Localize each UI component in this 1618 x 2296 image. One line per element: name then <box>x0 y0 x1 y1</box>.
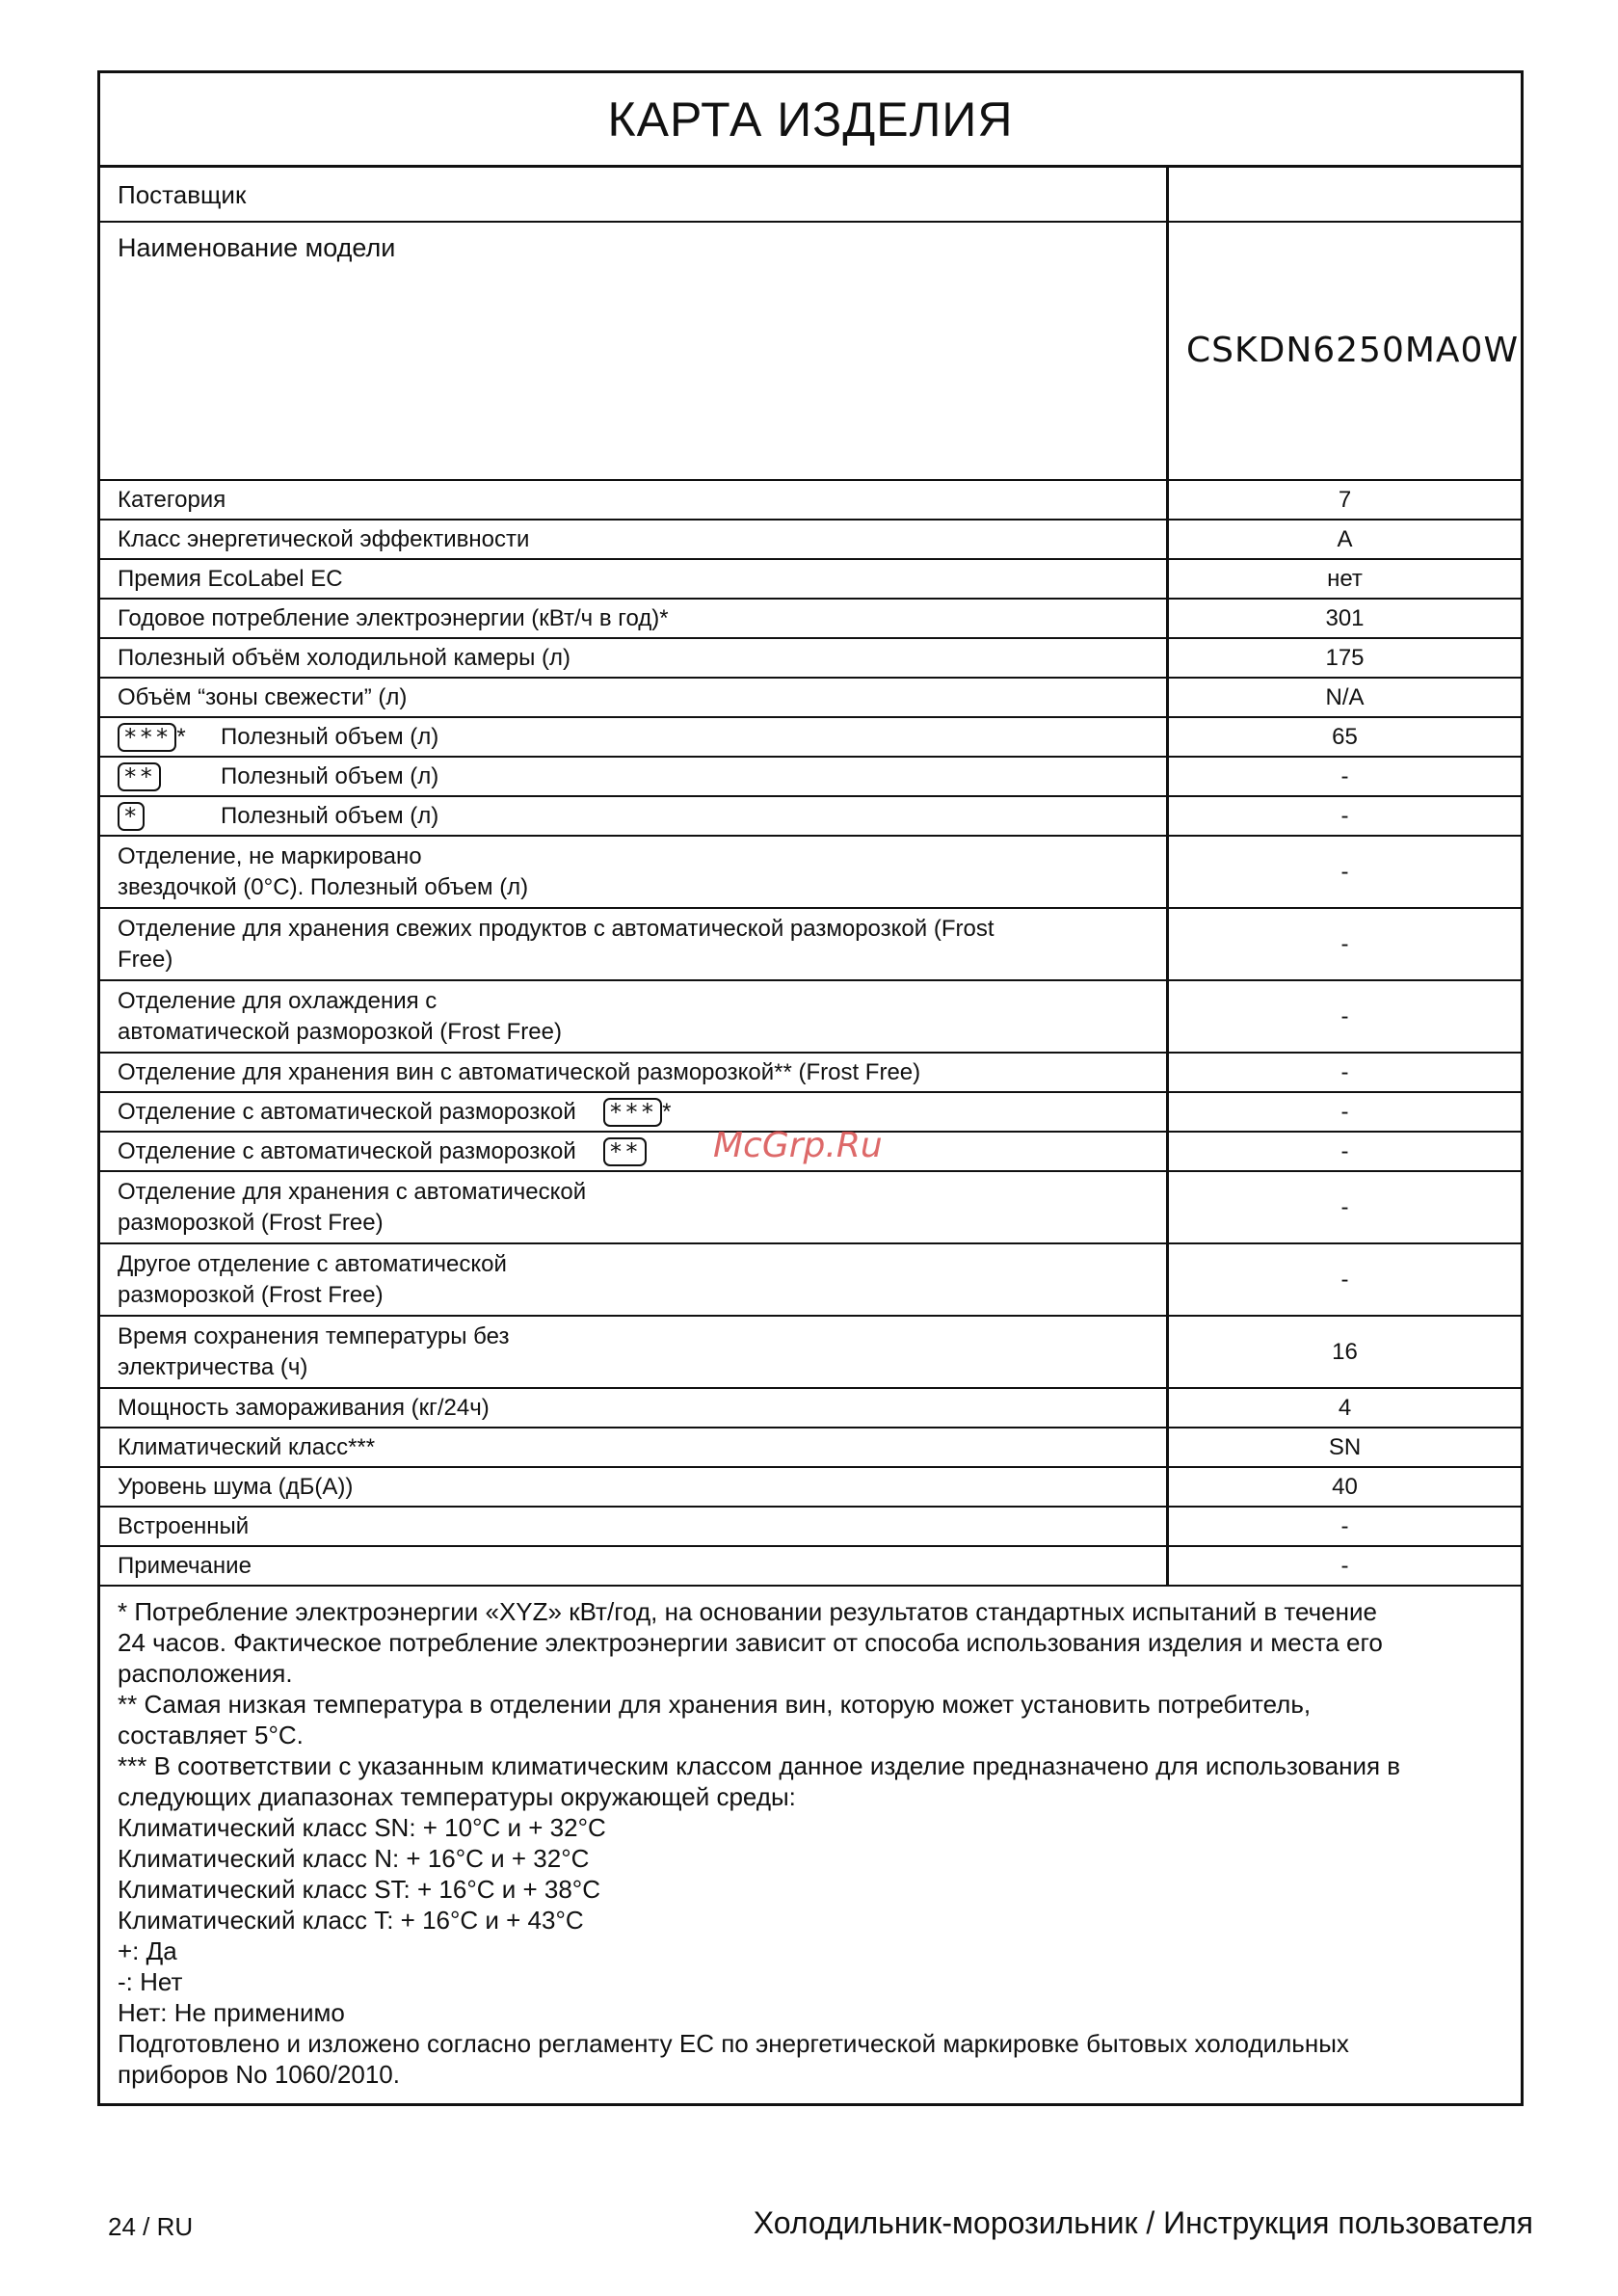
row-label <box>100 1092 1168 1132</box>
star-icon-wrap <box>118 761 221 792</box>
footnote-line: *** В соответствии с указанным климатическим классом данное изделие предназначено для использования в <box>118 1751 1401 1780</box>
row-label: Класс энергетической эффективности <box>100 520 1168 559</box>
row-label: Годовое потребление электроэнергии (кВт/ч в год)* <box>100 599 1168 638</box>
table-row <box>100 480 1521 520</box>
footnote-line: составляет 5°C. <box>118 1721 304 1749</box>
footnote-line: следующих диапазонах температуры окружающей среды: <box>118 1782 796 1811</box>
row-label: Уровень шума (дБ(А)) <box>100 1467 1168 1507</box>
row-label: Премия EcoLabel EC <box>100 559 1168 599</box>
model-label: Наименование модели <box>100 222 1168 480</box>
row-label <box>100 1316 1168 1388</box>
row-label <box>100 836 1168 908</box>
table-row <box>100 638 1521 678</box>
star-rating-icon: ** <box>118 762 161 791</box>
footnote-line: приборов No 1060/2010. <box>118 2060 400 2089</box>
star-icon-wrap <box>118 801 221 832</box>
table-row <box>100 1053 1521 1092</box>
table-row <box>100 1316 1521 1388</box>
row-label <box>100 1171 1168 1243</box>
footnote-line: ** Самая низкая температура в отделении для хранения вин, которую может установить потребитель, <box>118 1690 1312 1719</box>
star-rating-icon: *** <box>118 723 176 752</box>
row-label <box>100 1132 1168 1171</box>
footnote-line: Подготовлено и изложено согласно регламенту ЕС по энергетической маркировке бытовых холодильных <box>118 2029 1349 2058</box>
row-label-text: Полезный объем (л) <box>221 723 439 750</box>
row-value: - <box>1168 1053 1522 1092</box>
row-value: - <box>1168 1132 1522 1171</box>
page-number: 24 / RU <box>108 2212 194 2241</box>
star-icon-wrap <box>118 722 221 753</box>
row-value: - <box>1168 1243 1522 1316</box>
star-tail: * <box>176 723 186 750</box>
row-label-line: Время сохранения температуры без <box>118 1322 510 1349</box>
table-row <box>100 678 1521 717</box>
supplier-value <box>1168 168 1522 222</box>
row-value: - <box>1168 1171 1522 1243</box>
table-row <box>100 1428 1521 1467</box>
row-label <box>100 980 1168 1053</box>
row-value: N/A <box>1168 678 1522 717</box>
row-label-line: разморозкой (Frost Free) <box>118 1209 384 1236</box>
row-label: Объём “зоны свежести” (л) <box>100 678 1168 717</box>
row-value: A <box>1168 520 1522 559</box>
row-value: - <box>1168 1092 1522 1132</box>
footnote-line: Климатический класс N: + 16°C и + 32°C <box>118 1844 590 1873</box>
row-label <box>100 717 1168 757</box>
table-row <box>100 520 1521 559</box>
row-value: - <box>1168 908 1522 980</box>
row-value: 4 <box>1168 1388 1522 1428</box>
row-label <box>100 1243 1168 1316</box>
footnote-line: расположения. <box>118 1659 293 1688</box>
table-row <box>100 1467 1521 1507</box>
row-label: Примечание <box>100 1546 1168 1586</box>
table-row <box>100 1171 1521 1243</box>
row-label <box>100 757 1168 796</box>
row-label: Полезный объём холодильной камеры (л) <box>100 638 1168 678</box>
table-row <box>100 559 1521 599</box>
row-value: 16 <box>1168 1316 1522 1388</box>
row-value: - <box>1168 1546 1522 1586</box>
product-card <box>97 70 1524 2106</box>
model-value: CSKDN6250MA0W <box>1168 222 1522 480</box>
row-value: - <box>1168 757 1522 796</box>
row-label-line: Отделение для хранения свежих продуктов с автоматической разморозкой (Frost <box>118 915 995 942</box>
row-value: - <box>1168 980 1522 1053</box>
row-label-text: Полезный объем (л) <box>221 762 439 789</box>
watermark: McGrp.Ru <box>713 1126 883 1165</box>
supplier-label: Поставщик <box>100 168 1168 222</box>
footnote-line: 24 часов. Фактическое потребление электроэнергии зависит от способа использования изделия и места его <box>118 1628 1383 1657</box>
star-tail: * <box>662 1098 672 1125</box>
table-row <box>100 796 1521 836</box>
star-rating-icon: * <box>118 802 145 831</box>
table-row <box>100 757 1521 796</box>
footnote-line: +: Да <box>118 1936 177 1965</box>
row-label: Отделение для хранения вин с автоматической разморозкой** (Frost Free) <box>100 1053 1168 1092</box>
table-row <box>100 1388 1521 1428</box>
table-row <box>100 1243 1521 1316</box>
row-label: Категория <box>100 480 1168 520</box>
row-value: 175 <box>1168 638 1522 678</box>
row-label: Встроенный <box>100 1507 1168 1546</box>
star-rating-icon: *** <box>603 1098 662 1127</box>
table-row <box>100 599 1521 638</box>
table-row <box>100 1546 1521 1586</box>
row-value: 7 <box>1168 480 1522 520</box>
row-label <box>100 796 1168 836</box>
row-value: 40 <box>1168 1467 1522 1507</box>
row-label-text: Отделение с автоматической разморозкой <box>118 1098 576 1125</box>
table-row <box>100 908 1521 980</box>
row-label: Климатический класс*** <box>100 1428 1168 1467</box>
row-value: - <box>1168 1507 1522 1546</box>
table-row <box>100 836 1521 908</box>
row-label-line: Отделение, не маркировано <box>118 842 422 869</box>
row-value: - <box>1168 836 1522 908</box>
spec-table <box>100 168 1521 1587</box>
footnote-line: * Потребление электроэнергии «XYZ» кВт/год, на основании результатов стандартных испытаний в течение <box>118 1597 1377 1626</box>
footnote-line: Климатический класс SN: + 10°C и + 32°C <box>118 1813 606 1842</box>
footnote-line: Климатический класс ST: + 16°C и + 38°C <box>118 1875 600 1904</box>
document-title: Холодильник-морозильник / Инструкция пользователя <box>753 2205 1533 2240</box>
table-row <box>100 980 1521 1053</box>
page-title: КАРТА ИЗДЕЛИЯ <box>100 73 1521 168</box>
row-value: 65 <box>1168 717 1522 757</box>
row-label-text: Отделение с автоматической разморозкой <box>118 1137 576 1164</box>
row-label-line: автоматической разморозкой (Frost Free) <box>118 1018 562 1045</box>
row-value: 301 <box>1168 599 1522 638</box>
row-label-line: Отделение для хранения с автоматической <box>118 1178 587 1205</box>
table-row <box>100 222 1521 480</box>
row-value: нет <box>1168 559 1522 599</box>
footnote-line: Климатический класс T: + 16°C и + 43°C <box>118 1906 584 1935</box>
row-value: - <box>1168 796 1522 836</box>
footnote-line: Нет: Не применимо <box>118 1998 345 2027</box>
row-label-line: звездочкой (0°C). Полезный объем (л) <box>118 873 529 900</box>
row-label-line: Отделение для охлаждения с <box>118 987 438 1014</box>
row-value: SN <box>1168 1428 1522 1467</box>
row-label-line: электричества (ч) <box>118 1353 308 1380</box>
row-label-line: Free) <box>118 946 173 973</box>
table-row <box>100 168 1521 222</box>
star-rating-icon: ** <box>603 1137 647 1166</box>
table-row <box>100 1507 1521 1546</box>
footnote-line: -: Нет <box>118 1967 183 1996</box>
footnotes <box>100 1587 1521 2103</box>
row-label-line: разморозкой (Frost Free) <box>118 1281 384 1308</box>
table-row <box>100 717 1521 757</box>
row-label-text: Полезный объем (л) <box>221 802 439 829</box>
row-label: Мощность замораживания (кг/24ч) <box>100 1388 1168 1428</box>
row-label-line: Другое отделение с автоматической <box>118 1250 507 1277</box>
row-label <box>100 908 1168 980</box>
